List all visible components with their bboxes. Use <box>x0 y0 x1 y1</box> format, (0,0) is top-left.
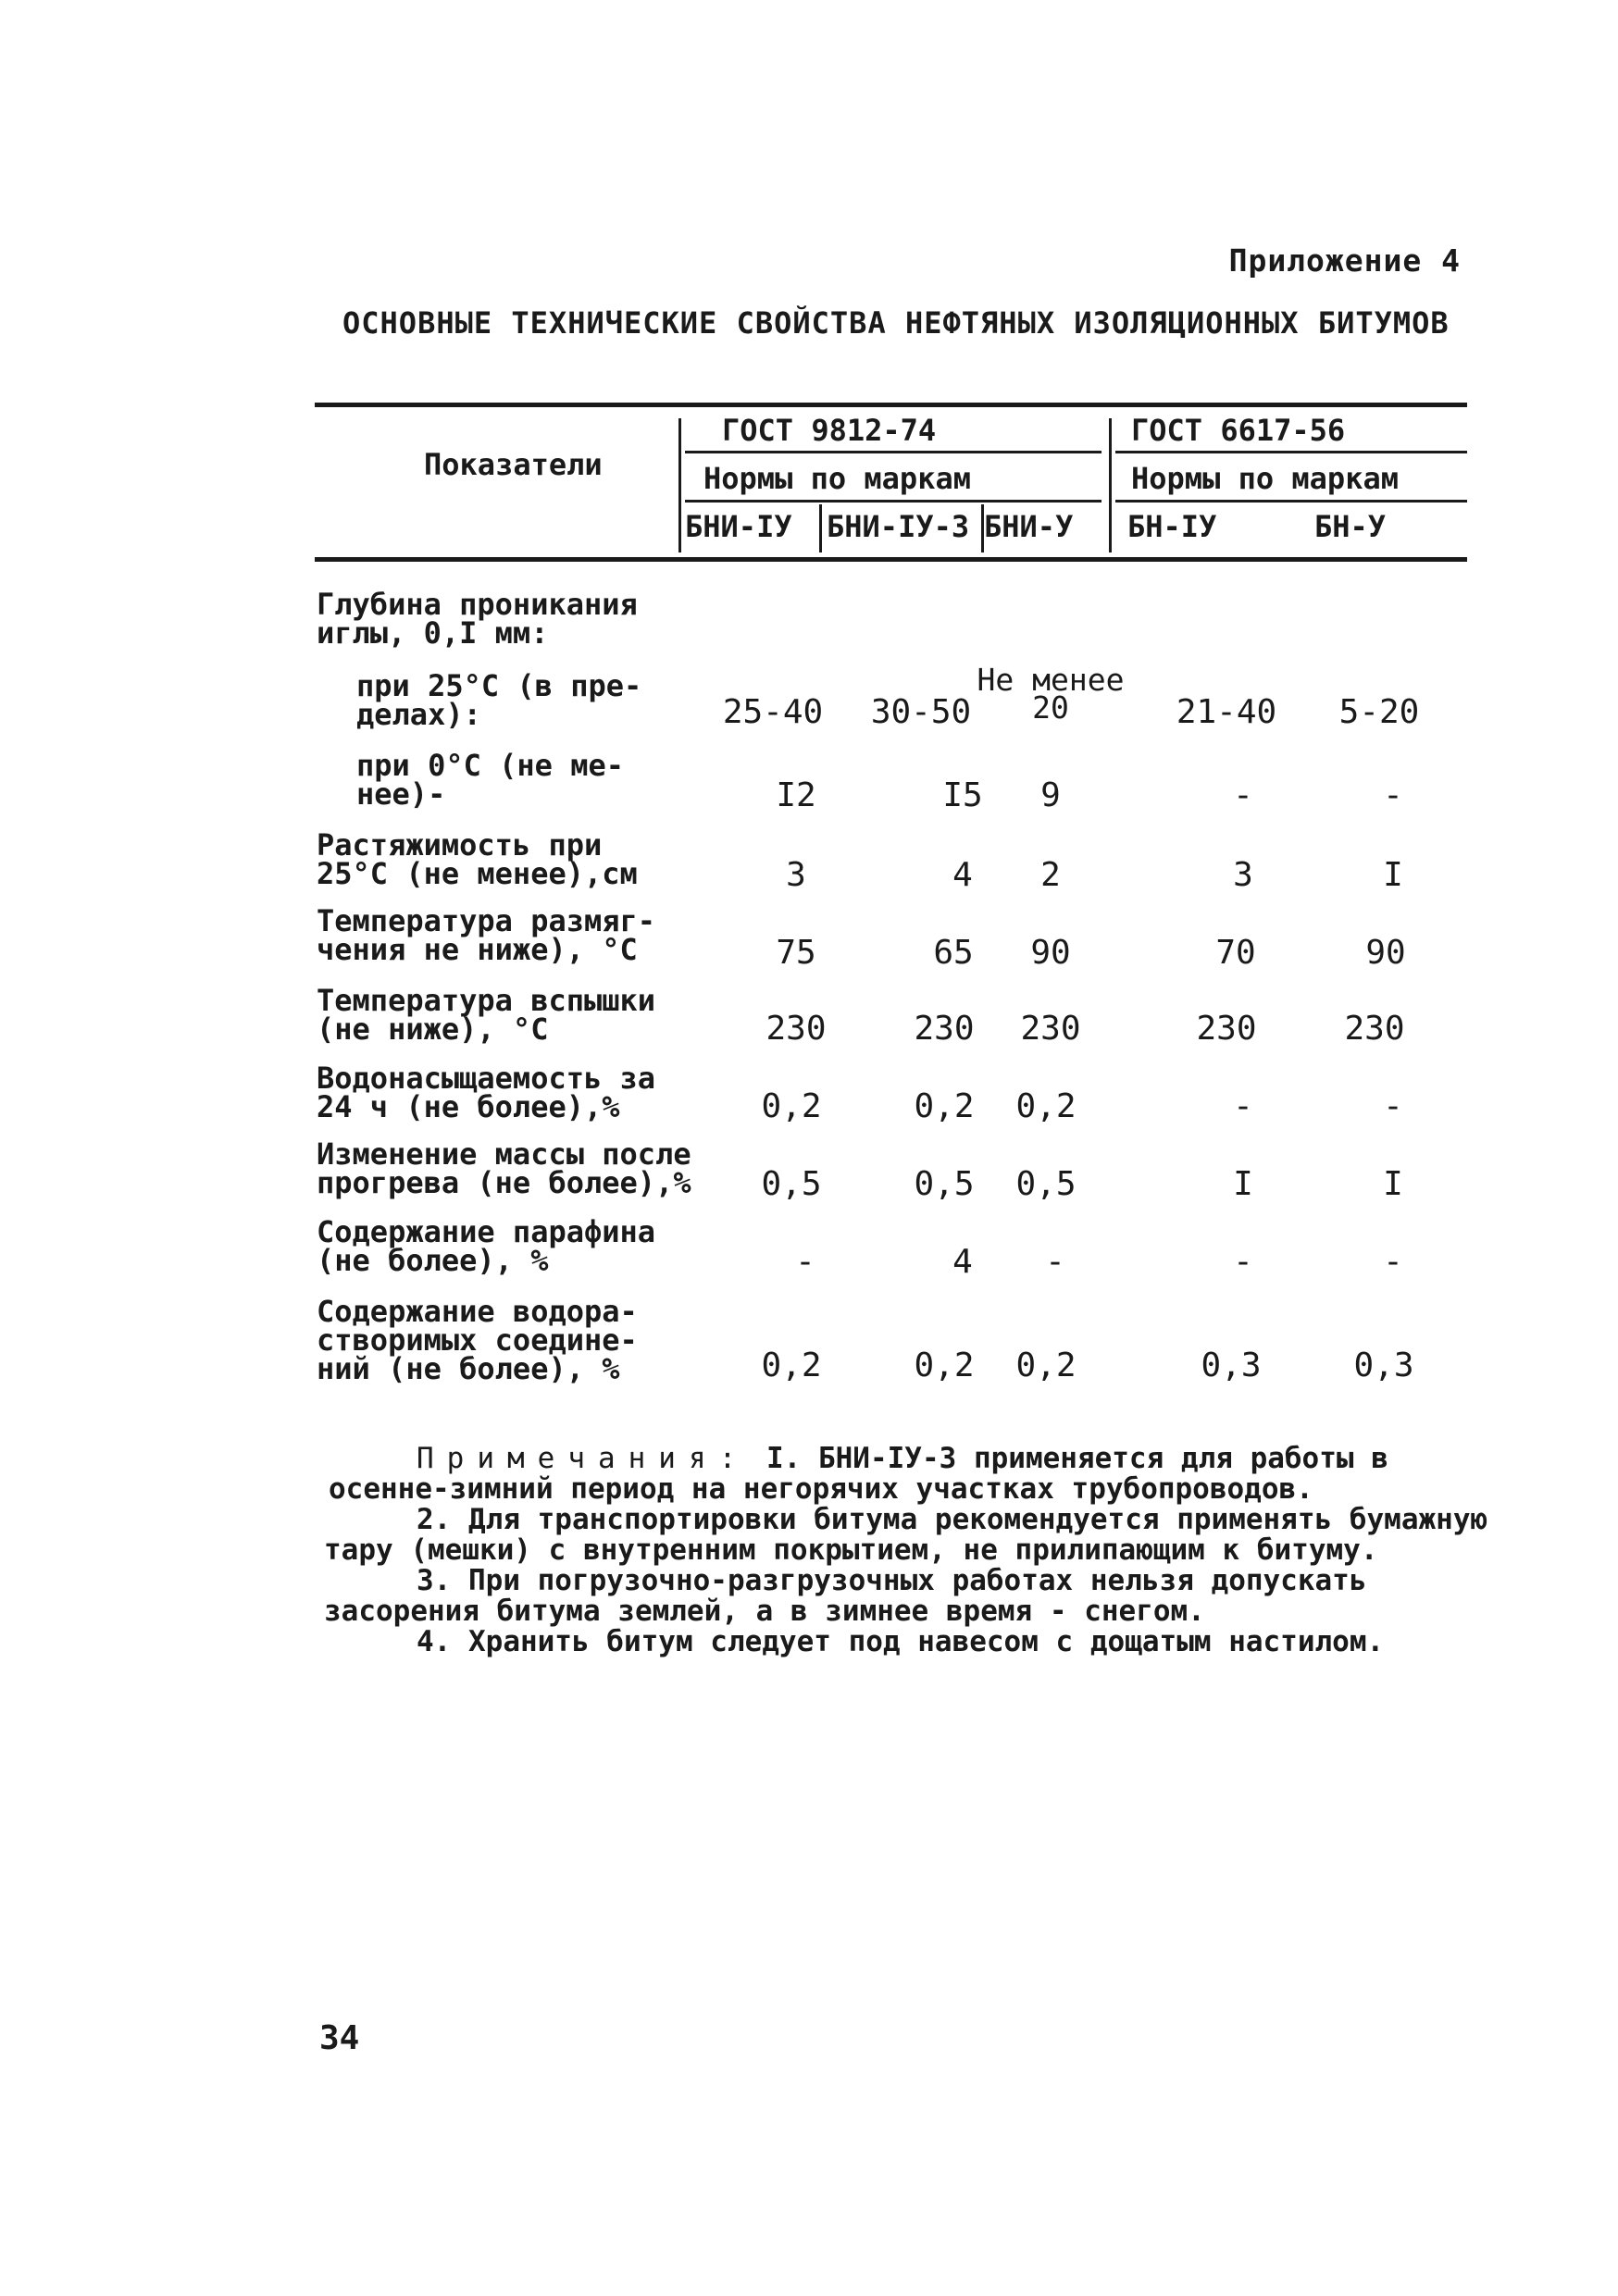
indicator-cell: Содержание парафина (не более), % <box>317 1214 656 1278</box>
value-cell: 2 <box>1040 856 1061 894</box>
indicator-cell: Изменение массы после прогрева (не более),% <box>317 1136 691 1200</box>
indicator-cell: Водонасыщаемость за 24 ч (не более),% <box>317 1061 656 1124</box>
value-cell: 4 <box>952 1243 973 1281</box>
header-divider <box>1115 451 1467 453</box>
grade-header: БНИ-IУ <box>685 509 792 544</box>
note-item: 2. Для транспортировки битума рекомендуется применять бумажную тару (мешки) с внутренним покрытием, не прилипающим к битуму. <box>324 1503 1488 1567</box>
note-item: 3. При погрузочно-разгрузочных работах нельзя допускать засорения битума землей, а в зимнее время - снегом. <box>324 1564 1367 1628</box>
indicator-cell: Глубина проникания иглы, 0,I мм: <box>317 587 638 651</box>
grade-header: БНИ-У <box>984 509 1074 544</box>
norms-label: Нормы по маркам <box>703 461 971 496</box>
value-cell: Не менее 20 <box>977 662 1125 726</box>
header-divider <box>685 500 1101 503</box>
value-cell: - <box>1233 1087 1253 1125</box>
value-cell: I <box>1383 856 1403 894</box>
value-cell: 3 <box>1233 856 1253 894</box>
value-cell: 0,5 <box>914 1165 975 1203</box>
value-cell: 230 <box>1020 1010 1081 1048</box>
value-cell: - <box>1383 1087 1403 1125</box>
value-cell: 30-50 <box>870 693 972 731</box>
indicator-cell: при 25°С (в пре- делах): <box>356 668 642 732</box>
value-cell: 0,5 <box>1015 1165 1077 1203</box>
value-cell: 90 <box>1030 934 1071 972</box>
standard-name: ГОСТ 6617-56 <box>1131 413 1346 448</box>
value-cell: 3 <box>786 856 806 894</box>
value-cell: - <box>1383 1243 1403 1281</box>
indicator-cell: Содержание водора- створимых соедине- ний (не более), % <box>317 1294 638 1386</box>
header-divider <box>1109 418 1112 552</box>
value-cell: - <box>1383 776 1403 814</box>
value-cell: 0,2 <box>1015 1347 1077 1384</box>
value-cell: - <box>1045 1243 1065 1281</box>
value-cell: - <box>1233 776 1253 814</box>
value-cell: 230 <box>765 1010 827 1048</box>
appendix-label: Приложение 4 <box>1228 242 1461 279</box>
value-cell: 9 <box>1040 776 1061 814</box>
indicator-cell: Растяжимость при 25°С (не менее),см <box>317 827 638 891</box>
indicator-cell: при 0°С (не ме- нее)- <box>356 748 624 812</box>
header-divider <box>678 418 681 552</box>
grade-header: БН-У <box>1314 509 1387 544</box>
page-title: ОСНОВНЫЕ ТЕХНИЧЕСКИЕ СВОЙСТВА НЕФТЯНЫХ ИЗОЛЯЦИОННЫХ БИТУМОВ <box>342 305 1450 341</box>
indicator-cell: Температура размяг- чения не ниже), °С <box>317 903 656 967</box>
notes-label: Примечания: <box>417 1442 750 1475</box>
value-cell: 21-40 <box>1176 693 1277 731</box>
note-item: 4. Хранить битум следует под навесом с дощатым настилом. <box>417 1625 1385 1658</box>
value-cell: 0,2 <box>1015 1087 1077 1125</box>
value-cell: 5-20 <box>1338 693 1420 731</box>
note-item <box>329 1444 1495 1505</box>
value-cell: 230 <box>914 1010 975 1048</box>
value-cell: 70 <box>1215 934 1256 972</box>
grade-header: БН-IУ <box>1127 509 1217 544</box>
note-text: I. БНИ-IУ-3 применяется для работы в осенне-зимний период на негорячих участках трубопроводов. <box>329 1442 1388 1506</box>
grade-header: БНИ-IУ-3 <box>827 509 970 544</box>
table-top-rule <box>315 403 1467 407</box>
value-cell: I5 <box>942 776 983 814</box>
header-divider <box>819 504 822 552</box>
value-cell: 0,2 <box>761 1347 822 1384</box>
value-cell: 0,3 <box>1201 1347 1262 1384</box>
indicator-header: Показатели <box>424 447 603 482</box>
value-cell: I <box>1383 1165 1403 1203</box>
value-cell: 0,2 <box>914 1347 975 1384</box>
value-cell: 65 <box>933 934 974 972</box>
page-number: 34 <box>319 2019 360 2057</box>
value-cell: 25-40 <box>722 693 824 731</box>
value-cell: 230 <box>1344 1010 1405 1048</box>
value-cell: I <box>1233 1165 1253 1203</box>
value-cell: - <box>795 1243 815 1281</box>
value-cell: 230 <box>1196 1010 1257 1048</box>
header-divider <box>1115 500 1467 503</box>
standard-name: ГОСТ 9812-74 <box>722 413 937 448</box>
norms-label: Нормы по маркам <box>1131 461 1399 496</box>
value-cell: 0,3 <box>1353 1347 1414 1384</box>
value-cell: 0,2 <box>761 1087 822 1125</box>
notes-block <box>324 1442 1495 1658</box>
value-cell: 75 <box>776 934 816 972</box>
table-header-bottom-rule <box>315 557 1467 562</box>
header-divider <box>685 451 1101 453</box>
indicator-cell: Температура вспышки (не ниже), °С <box>317 983 656 1047</box>
value-cell: I2 <box>776 776 816 814</box>
value-cell: 0,2 <box>914 1087 975 1125</box>
value-cell: 4 <box>952 856 973 894</box>
value-cell: - <box>1233 1243 1253 1281</box>
value-cell: 0,5 <box>761 1165 822 1203</box>
value-cell: 90 <box>1365 934 1406 972</box>
